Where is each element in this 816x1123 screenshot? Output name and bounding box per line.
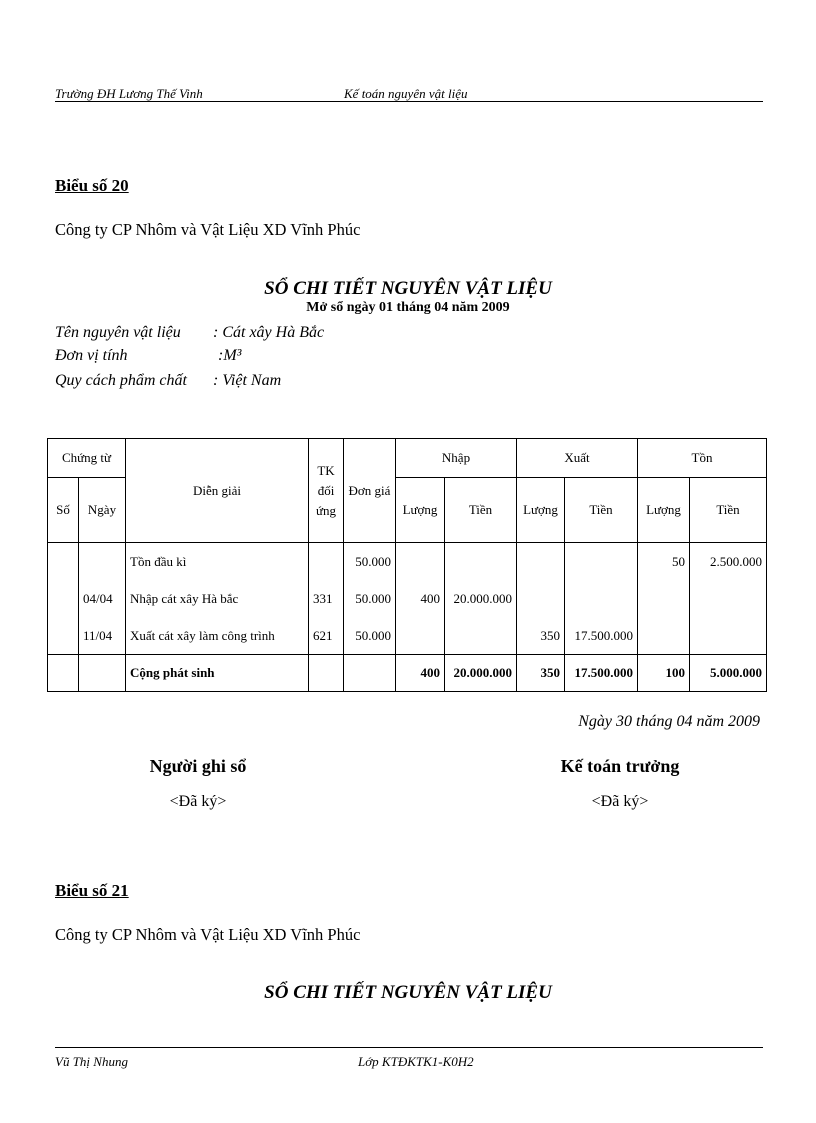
cell-date: 11/04 bbox=[79, 617, 126, 655]
cell-description: Nhập cát xây Hà bắc bbox=[126, 580, 309, 617]
recorder-title: Người ghi sổ bbox=[149, 756, 247, 776]
ledger-table bbox=[47, 438, 767, 692]
th-import: Nhập bbox=[396, 439, 517, 478]
cell-account: 621 bbox=[309, 617, 344, 655]
footer-author: Vũ Thị Nhung bbox=[55, 1054, 128, 1069]
table-row bbox=[48, 580, 767, 617]
form20-title: SỔ CHI TIẾT NGUYÊN VẬT LIỆU bbox=[264, 278, 552, 299]
th-export-amount: Tiền bbox=[565, 478, 638, 543]
th-no: Số bbox=[48, 478, 79, 543]
total-bal-qty: 100 bbox=[638, 655, 690, 692]
th-balance-qty: Lượng bbox=[638, 478, 690, 543]
form20-label: Biểu số 20 bbox=[55, 176, 129, 195]
table-row bbox=[48, 617, 767, 655]
cell-out-qty bbox=[517, 580, 565, 617]
cell-bal-qty: 50 bbox=[638, 543, 690, 581]
cell-bal-qty bbox=[638, 580, 690, 617]
recorder-signature bbox=[98, 756, 298, 811]
cell-out-amount: 17.500.000 bbox=[565, 617, 638, 655]
cell-bal-amount: 2.500.000 bbox=[690, 543, 767, 581]
cell-in-qty bbox=[396, 617, 445, 655]
info-label-quality: Quy cách phẩm chất bbox=[55, 372, 187, 389]
info-value-unit: :M³ bbox=[218, 347, 242, 364]
cell-bal-amount bbox=[690, 580, 767, 617]
form21-company: Công ty CP Nhôm và Vật Liệu XD Vĩnh Phúc bbox=[55, 925, 361, 944]
cell-out-qty bbox=[517, 543, 565, 581]
footer-class: Lớp KTĐKTK1-K0H2 bbox=[358, 1054, 474, 1069]
chief-signature bbox=[510, 756, 730, 811]
th-date: Ngày bbox=[79, 478, 126, 543]
info-value-quality: : Việt Nam bbox=[213, 372, 282, 389]
cell-in-amount: 20.000.000 bbox=[445, 580, 517, 617]
cell-description: Xuất cát xây làm công trình bbox=[126, 617, 309, 655]
th-voucher: Chứng từ bbox=[48, 439, 126, 478]
th-export: Xuất bbox=[517, 439, 638, 478]
form21-label: Biểu số 21 bbox=[55, 881, 129, 900]
cell-unit-price: 50.000 bbox=[344, 617, 396, 655]
total-label: Cộng phát sinh bbox=[126, 655, 309, 692]
th-description: Diễn giải bbox=[126, 439, 309, 543]
cell-unit-price: 50.000 bbox=[344, 543, 396, 581]
cell-in-amount bbox=[445, 617, 517, 655]
recorder-note: <Đã ký> bbox=[169, 793, 227, 810]
cell-bal-amount bbox=[690, 617, 767, 655]
header-rule bbox=[55, 101, 763, 102]
cell-description: Tồn đầu kì bbox=[126, 543, 309, 581]
th-balance-amount: Tiền bbox=[690, 478, 767, 543]
table-row bbox=[48, 543, 767, 581]
table-total-row bbox=[48, 655, 767, 692]
th-balance: Tồn bbox=[638, 439, 767, 478]
cell-no bbox=[48, 580, 79, 617]
info-value-material: : Cát xây Hà Bắc bbox=[213, 324, 325, 341]
th-export-qty: Lượng bbox=[517, 478, 565, 543]
header-subject: Kế toán nguyên vật liệu bbox=[344, 86, 468, 101]
cell-in-amount bbox=[445, 543, 517, 581]
cell-out-amount bbox=[565, 543, 638, 581]
total-blank-date bbox=[79, 655, 126, 692]
total-blank-account bbox=[309, 655, 344, 692]
total-out-qty: 350 bbox=[517, 655, 565, 692]
th-import-qty: Lượng bbox=[396, 478, 445, 543]
header-school: Trường ĐH Lương Thế Vinh bbox=[55, 86, 203, 101]
cell-bal-qty bbox=[638, 617, 690, 655]
total-in-amount: 20.000.000 bbox=[445, 655, 517, 692]
chief-title: Kế toán trưởng bbox=[560, 756, 680, 776]
total-out-amount: 17.500.000 bbox=[565, 655, 638, 692]
cell-no bbox=[48, 617, 79, 655]
total-blank-no bbox=[48, 655, 79, 692]
info-label-unit: Đơn vị tính bbox=[55, 347, 128, 364]
cell-in-qty: 400 bbox=[396, 580, 445, 617]
signature-date: Ngày 30 tháng 04 năm 2009 bbox=[578, 713, 760, 730]
cell-account bbox=[309, 543, 344, 581]
cell-date: 04/04 bbox=[79, 580, 126, 617]
total-blank-price bbox=[344, 655, 396, 692]
cell-date bbox=[79, 543, 126, 581]
th-import-amount: Tiền bbox=[445, 478, 517, 543]
info-label-material: Tên nguyên vật liệu bbox=[55, 324, 181, 341]
th-account: TK đối ứng bbox=[309, 439, 344, 543]
form21-title: SỔ CHI TIẾT NGUYÊN VẬT LIỆU bbox=[264, 982, 552, 1003]
total-bal-amount: 5.000.000 bbox=[690, 655, 767, 692]
form20-company: Công ty CP Nhôm và Vật Liệu XD Vĩnh Phúc bbox=[55, 220, 361, 239]
th-unit-price: Đơn giá bbox=[344, 439, 396, 543]
chief-note: <Đã ký> bbox=[591, 793, 649, 810]
total-in-qty: 400 bbox=[396, 655, 445, 692]
cell-unit-price: 50.000 bbox=[344, 580, 396, 617]
form20-subtitle: Mở sổ ngày 01 tháng 04 năm 2009 bbox=[306, 300, 510, 315]
cell-account: 331 bbox=[309, 580, 344, 617]
footer-rule bbox=[55, 1047, 763, 1048]
cell-out-amount bbox=[565, 580, 638, 617]
cell-in-qty bbox=[396, 543, 445, 581]
cell-out-qty: 350 bbox=[517, 617, 565, 655]
cell-no bbox=[48, 543, 79, 581]
